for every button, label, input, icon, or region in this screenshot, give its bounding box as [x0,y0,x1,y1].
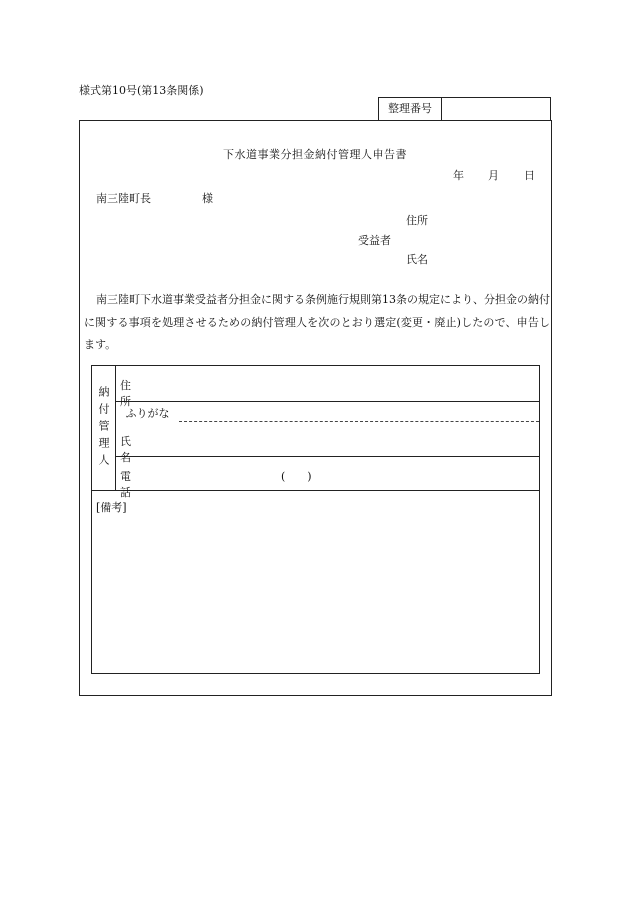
side-label-text: 納付管理人 [97,385,110,471]
table-divider [115,456,539,457]
applicant-name-label: 氏名 [406,253,428,266]
name-label-cell [120,433,175,465]
applicant-role-label: 受益者 [358,234,391,247]
applicant-address-label: 住所 [406,214,428,227]
furigana-label: ふりがな [125,407,170,420]
phone-brackets: ( ) [281,470,312,483]
payment-manager-table [91,365,540,499]
reference-number-box [378,97,551,120]
phone-label: 電話 [120,470,157,499]
document-title: 下水道事業分担金納付管理人申告書 [223,148,407,161]
table-divider [115,401,539,402]
date-year: 年 [453,169,464,182]
table-divider [179,421,539,422]
remarks-label: [備考] [96,501,127,514]
table-divider [115,366,116,490]
addressee-name: 南三陸町長 [96,192,151,205]
date-month: 月 [488,169,499,182]
addressee-honorific: 様 [202,192,213,205]
reference-number-label: 整理番号 [379,98,442,120]
address-label: 住所 [120,379,157,408]
remarks-box [91,491,540,674]
name-label: 氏名 [120,435,157,464]
date-day: 日 [524,169,535,182]
furigana-label-cell [120,405,175,421]
form-number: 様式第10号(第13条関係) [79,84,204,97]
declaration-text: 南三陸町下水道事業受益者分担金に関する条例施行規則第13条の規定により、分担金の納付に関する事項を処理させるための納付管理人を次のとおり選定(変更・廃止)したので、申告します。 [84,293,550,351]
payment-manager-side-label [92,366,115,490]
